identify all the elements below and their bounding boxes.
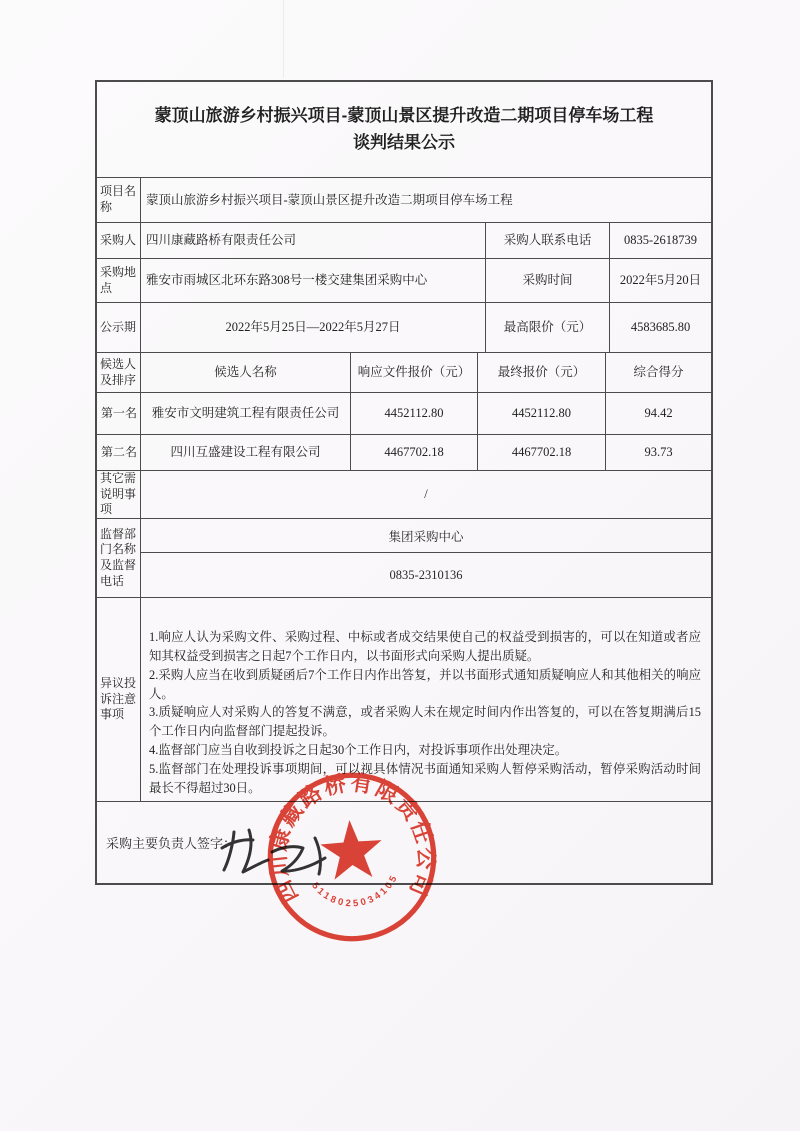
objection-item-5: 5.监督部门在处理投诉事项期间，可以视具体情况书面通知采购人暂停采购活动，暂停采购活动时间最长不得超过30日。 xyxy=(149,761,701,795)
row-publicity-period xyxy=(97,302,711,352)
candidate-2-name: 四川互盛建设工程有限公司 xyxy=(140,435,350,470)
header-doc-price: 响应文件报价（元） xyxy=(350,353,477,392)
objection-item-1: 1.响应人认为采购文件、采购过程、中标或者成交结果使自己的权益受到损害的，可以在知道或者应知其权益受到损害之日起7个工作日内，以书面形式向采购人提出质疑。 xyxy=(149,630,701,663)
candidates-label: 候选人及排序 xyxy=(100,356,137,387)
supervision-values xyxy=(140,519,711,597)
seal-number: 5118025034105 xyxy=(309,871,401,910)
location-label: 采购地点 xyxy=(100,264,137,295)
purchase-time-value: 2022年5月20日 xyxy=(609,259,711,302)
row-purchaser xyxy=(97,222,711,258)
seal-company-name: 四川康藏路桥有限责任公司 xyxy=(264,769,439,908)
objection-label: 异议投诉注意事项 xyxy=(100,676,137,722)
company-seal-stamp xyxy=(257,762,447,952)
row-supervision xyxy=(97,518,711,597)
publicity-label: 公示期 xyxy=(100,319,137,334)
candidate-1-name: 雅安市文明建筑工程有限责任公司 xyxy=(140,393,350,434)
other-notes-value: / xyxy=(140,471,711,518)
table-row-candidate-2 xyxy=(97,434,711,470)
title-line-2: 谈判结果公示 xyxy=(353,132,455,152)
candidate-2-doc-price: 4467702.18 xyxy=(350,435,477,470)
header-score: 综合得分 xyxy=(605,353,711,392)
header-final-price: 最终报价（元） xyxy=(477,353,605,392)
paper-fold-line xyxy=(283,0,284,78)
row-project-name xyxy=(97,177,711,222)
max-price-label: 最高限价（元） xyxy=(485,303,609,352)
signature-label: 采购主要负责人签字： xyxy=(106,836,237,851)
purchaser-label: 采购人 xyxy=(100,232,137,247)
project-name-value: 蒙顶山旅游乡村振兴项目-蒙顶山景区提升改造二期项目停车场工程 xyxy=(140,178,711,222)
candidate-1-doc-price: 4452112.80 xyxy=(350,393,477,434)
row-other-notes xyxy=(97,470,711,518)
supervision-label: 监督部门名称及监督电话 xyxy=(100,526,137,588)
supervision-dept: 集团采购中心 xyxy=(388,529,464,544)
candidate-1-score: 94.42 xyxy=(605,393,711,434)
rank-1-label: 第一名 xyxy=(100,405,137,420)
row-location xyxy=(97,258,711,302)
objection-item-2: 2.采购人应当在收到质疑函后7个工作日内作出答复，并以书面形式通知质疑响应人和其他相关的响应人。 xyxy=(149,667,701,701)
document-title xyxy=(97,82,711,177)
purchaser-phone-value: 0835-2618739 xyxy=(609,223,711,258)
max-price-value: 4583685.80 xyxy=(609,303,711,352)
objection-item-3: 3.质疑响应人对采购人的答复不满意，或者采购人未在规定时间内作出答复的，可以在答复期满后15个工作日内向监督部门提起投诉。 xyxy=(149,705,701,739)
header-candidate-name: 候选人名称 xyxy=(140,353,350,392)
svg-text:5118025034105 xyxy=(309,871,403,912)
title-line-1: 蒙顶山旅游乡村振兴项目-蒙顶山景区提升改造二期项目停车场工程 xyxy=(154,106,654,126)
objection-item-4: 4.监督部门应当自收到投诉之日起30个工作日内，对投诉事项作出处理决定。 xyxy=(149,743,568,758)
location-value: 雅安市雨城区北环东路308号一楼交建集团采购中心 xyxy=(140,259,485,302)
seal-star-icon xyxy=(319,818,384,881)
candidate-1-final-price: 4452112.80 xyxy=(477,393,605,434)
purchaser-value: 四川康藏路桥有限责任公司 xyxy=(140,223,485,258)
other-notes-label: 其它需说明事项 xyxy=(100,471,137,517)
supervision-phone: 0835-2310136 xyxy=(141,552,711,597)
publicity-value: 2022年5月25日—2022年5月27日 xyxy=(140,303,485,352)
table-row-candidate-1 xyxy=(97,392,711,434)
candidate-2-score: 93.73 xyxy=(605,435,711,470)
purchase-time-label: 采购时间 xyxy=(485,259,609,302)
candidate-2-final-price: 4467702.18 xyxy=(477,435,605,470)
purchaser-phone-label: 采购人联系电话 xyxy=(485,223,609,258)
rank-2-label: 第二名 xyxy=(100,444,137,459)
row-candidates-header xyxy=(97,352,711,392)
project-name-label: 项目名称 xyxy=(100,184,137,214)
